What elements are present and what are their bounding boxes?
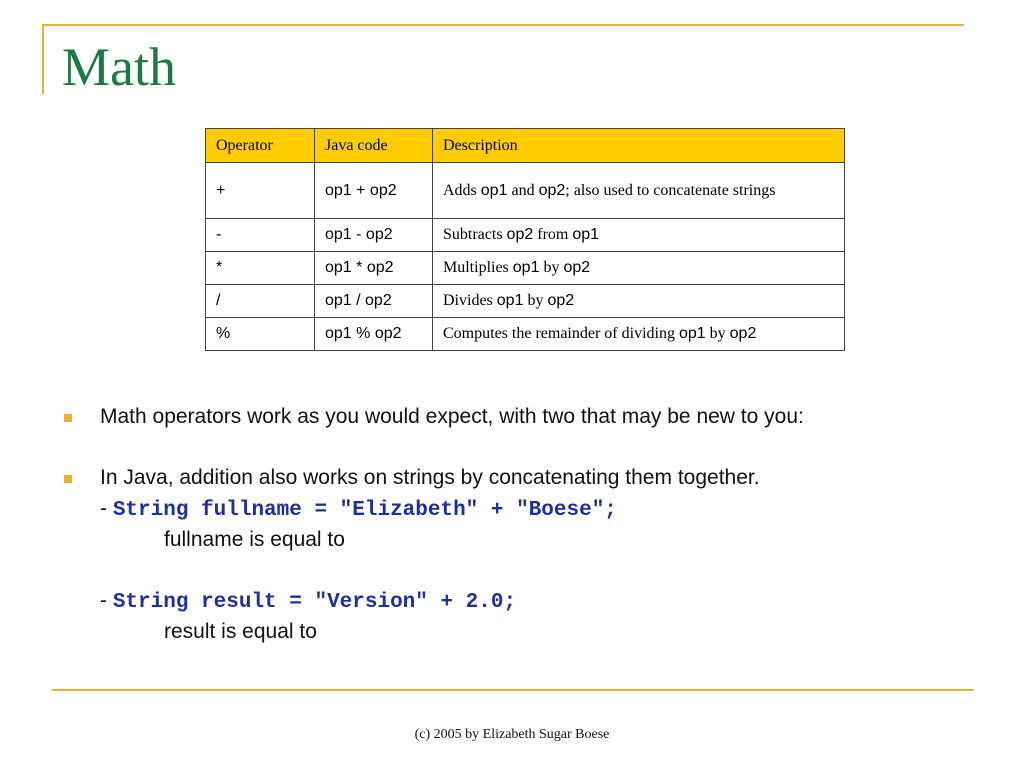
operators-table [205, 128, 845, 351]
bottom-rule [52, 689, 973, 691]
java-code-cell: op1 - op2 [315, 219, 433, 252]
table-row [206, 318, 845, 351]
table-row [206, 285, 845, 318]
description-cell: Subtracts op2 from op1 [433, 219, 845, 252]
description-cell: Adds op1 and op2; also used to concatenate strings [433, 163, 845, 219]
java-code-cell: op1 * op2 [315, 252, 433, 285]
result-note: result is equal to [164, 620, 317, 643]
bullet-text-operators: Math operators work as you would expect, with two that may be new to you: [100, 405, 804, 428]
table-row [206, 252, 845, 285]
description-cell: Multiplies op1 by op2 [433, 252, 845, 285]
header-java-code: Java code [315, 129, 433, 163]
slide-title: Math [62, 37, 176, 97]
left-frame-line [42, 24, 44, 94]
operator-cell: * [206, 252, 315, 285]
description-cell: Computes the remainder of dividing op1 by op2 [433, 318, 845, 351]
java-code-cell: op1 / op2 [315, 285, 433, 318]
table-row [206, 163, 845, 219]
operator-cell: / [206, 285, 315, 318]
operator-cell: % [206, 318, 315, 351]
operator-cell: + [206, 163, 315, 219]
header-operator: Operator [206, 129, 315, 163]
java-code-cell: op1 + op2 [315, 163, 433, 219]
code-line-result: - String result = "Version" + 2.0; [100, 589, 517, 614]
table-header-row [206, 129, 845, 163]
bullet-marker [64, 414, 72, 422]
code-line-fullname: - String fullname = "Elizabeth" + "Boese"; [100, 497, 617, 522]
bullet-marker [64, 475, 72, 483]
table-row [206, 219, 845, 252]
java-code-cell: op1 % op2 [315, 318, 433, 351]
header-description: Description [433, 129, 845, 163]
fullname-note: fullname is equal to [164, 528, 345, 551]
bullet-text-strings: In Java, addition also works on strings by concatenating them together. [100, 466, 760, 489]
top-frame-line [42, 24, 964, 26]
description-cell: Divides op1 by op2 [433, 285, 845, 318]
operator-cell: - [206, 219, 315, 252]
footer-copyright: (c) 2005 by Elizabeth Sugar Boese [414, 727, 610, 742]
